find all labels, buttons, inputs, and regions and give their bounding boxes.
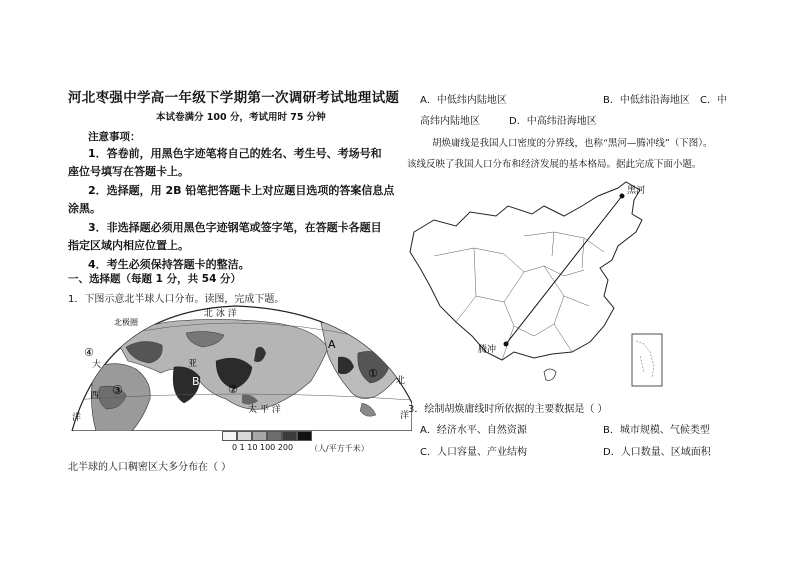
- label-tengchong: 腾冲: [478, 345, 497, 355]
- q3-option-b[interactable]: B．城市规模、气候类型: [603, 425, 710, 436]
- china-map: [404, 176, 700, 398]
- q3-option-d[interactable]: D．人口数量、区域面积: [603, 447, 711, 458]
- notice-line-7: 4．考生必须保持答题卡的整洁。: [88, 258, 250, 271]
- q1-intro: 1．下图示意北半球人口分布。读图，完成下题。: [68, 294, 285, 305]
- notice-heading: 注意事项：: [88, 131, 141, 143]
- map-label-da: 大: [92, 360, 102, 370]
- map-label-yang-right: 洋: [400, 411, 410, 421]
- map-label-xi: 西: [90, 391, 100, 401]
- legend-swatch-3: [252, 431, 267, 441]
- q3-option-c[interactable]: C．人口容量、产业结构: [420, 447, 527, 458]
- q3-option-a[interactable]: A．经济水平、自然资源: [420, 425, 527, 436]
- legend-values: 0 1 10 100 200: [232, 443, 294, 452]
- q3-stem: 3．绘制胡焕庸线时所依据的主要数据是（ ）: [408, 404, 608, 415]
- marker-3: ③: [112, 383, 123, 397]
- notice-line-6: 指定区域内相应位置上。: [68, 239, 189, 252]
- legend-swatch-6: [297, 431, 312, 441]
- marker-1: ①: [368, 367, 378, 380]
- notice-line-5: 3．非选择题必须用黑色字迹钢笔或签字笔，在答题卡各题目: [88, 221, 382, 234]
- q1-stem: 北半球的人口稠密区大多分布在（ ）: [68, 462, 232, 473]
- notice-line-2: 座位号填写在答题卡上。: [68, 165, 189, 178]
- marker-a: A: [328, 338, 336, 351]
- map-label-yang-left: 洋: [72, 413, 82, 423]
- label-heihe: 黑河: [627, 186, 646, 196]
- q1-option-a[interactable]: A．中低纬内陆地区: [420, 95, 507, 106]
- legend-swatch-1: [222, 431, 237, 441]
- q1-option-d[interactable]: D．中高纬沿海地区: [509, 116, 597, 127]
- map-label-bei: 北: [396, 376, 406, 386]
- exam-subtitle: 本试卷满分 100 分，考试用时 75 分钟: [156, 112, 326, 123]
- legend-swatch-4: [267, 431, 282, 441]
- map-label-north-ice-ocean: 北 冰 洋: [204, 309, 237, 319]
- world-population-map: [66, 303, 412, 431]
- marker-2: ②: [228, 383, 238, 396]
- q1-option-b[interactable]: B．中低纬沿海地区: [603, 95, 690, 106]
- china-intro-line-1: 胡焕庸线是我国人口密度的分界线，也称“黑河—腾冲线”（下图）。: [432, 138, 713, 149]
- exam-title: 河北枣强中学高一年级下学期第一次调研考试地理试题: [68, 90, 400, 106]
- map-legend: [222, 431, 312, 441]
- map-label-arctic-circle: 北极圈: [114, 318, 138, 327]
- notice-line-1: 1．答卷前，用黑色字迹笔将自己的姓名、考生号、考场号和: [88, 147, 382, 160]
- notice-line-4: 涂黑。: [68, 202, 101, 215]
- notice-line-3: 2．选择题，用 2B 铅笔把答题卡上对应题目选项的答案信息点: [88, 184, 395, 197]
- q1-option-c-cont: 高纬内陆地区: [420, 116, 480, 127]
- legend-unit: （人/平方千米）: [310, 444, 369, 453]
- section-heading: 一、选择题（每题 1 分，共 54 分）: [68, 273, 242, 285]
- marker-4: ④: [84, 346, 94, 359]
- map-label-ya: 亚: [188, 359, 198, 369]
- map-label-pacific: 太 平 洋: [248, 405, 281, 415]
- legend-swatch-5: [282, 431, 297, 441]
- marker-b: B: [192, 375, 200, 388]
- legend-swatch-2: [237, 431, 252, 441]
- q1-option-c[interactable]: C．中: [700, 95, 727, 106]
- china-intro-line-2: 该线反映了我国人口分布和经济发展的基本格局。据此完成下面小题。: [407, 159, 702, 170]
